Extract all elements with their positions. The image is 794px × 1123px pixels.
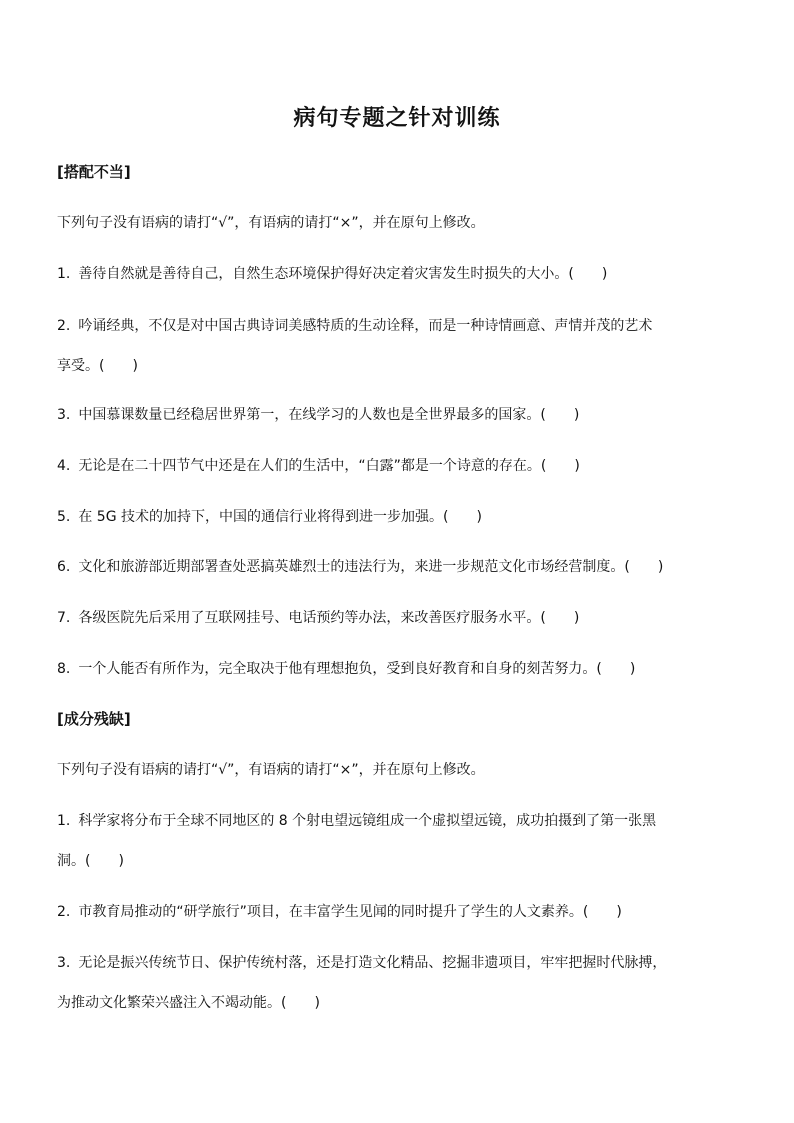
question-text: 吟诵经典，不仅是对中国古典诗词美感特质的生动诠释，而是一种诗情画意、声情并茂的艺术 <box>78 318 653 334</box>
section-heading-collocation: [搭配不当] <box>57 163 131 181</box>
question-text: 一个人能否有所作为，完全取决于他有理想抱负，受到良好教育和自身的刻苦努力。( ) <box>78 661 636 677</box>
question-item <box>57 456 747 476</box>
question-item <box>57 557 747 577</box>
question-text-continuation: 洞。( ) <box>57 853 124 869</box>
section-heading-missing-component: [成分残缺] <box>57 710 131 728</box>
question-item <box>57 902 747 922</box>
question-item <box>57 507 747 527</box>
question-number: 1. <box>57 266 71 282</box>
section-instruction: 下列句子没有语病的请打“√”，有语病的请打“×”，并在原句上修改。 <box>57 215 485 231</box>
question-text: 善待自然就是善待自己，自然生态环境保护得好决定着灾害发生时损失的大小。( ) <box>78 266 608 282</box>
question-text: 无论是振兴传统节日、保护传统村落，还是打造文化精品、挖掘非遗项目，牢牢把握时代脉搏， <box>78 955 667 971</box>
section-instruction: 下列句子没有语病的请打“√”，有语病的请打“×”，并在原句上修改。 <box>57 762 485 778</box>
question-number: 5. <box>57 509 71 525</box>
question-text-continuation: 为推动文化繁荣兴盛注入不竭动能。( ) <box>57 995 320 1011</box>
question-text: 市教育局推动的“研学旅行”项目，在丰富学生见闻的同时提升了学生的人文素养。( ) <box>78 904 622 920</box>
question-number: 3. <box>57 407 71 423</box>
question-item <box>57 316 747 336</box>
question-text: 无论是在二十四节气中还是在人们的生活中，“白露”都是一个诗意的存在。( ) <box>78 458 580 474</box>
question-number: 3. <box>57 955 71 971</box>
question-text: 文化和旅游部近期部署查处恶搞英雄烈士的违法行为，来进一步规范文化市场经营制度。( ) <box>78 559 664 575</box>
page-title: 病句专题之针对训练 <box>293 106 501 131</box>
question-text: 各级医院先后采用了互联网挂号、电话预约等办法，来改善医疗服务水平。( ) <box>78 610 580 626</box>
question-item <box>57 659 747 679</box>
question-item <box>57 405 747 425</box>
question-number: 2. <box>57 318 71 334</box>
question-text: 在 5G 技术的加持下，中国的通信行业将得到进一步加强。( ) <box>78 509 482 525</box>
question-text: 科学家将分布于全球不同地区的 8 个射电望远镜组成一个虚拟望远镜，成功拍摄到了第一张黑 <box>78 813 657 829</box>
question-item <box>57 953 747 973</box>
question-item <box>57 264 747 284</box>
question-text-continuation: 享受。( ) <box>57 358 138 374</box>
question-item <box>57 811 747 831</box>
question-number: 2. <box>57 904 71 920</box>
question-number: 4. <box>57 458 71 474</box>
question-text: 中国慕课数量已经稳居世界第一，在线学习的人数也是全世界最多的国家。( ) <box>78 407 580 423</box>
question-number: 1. <box>57 813 71 829</box>
question-item <box>57 608 747 628</box>
question-number: 6. <box>57 559 71 575</box>
question-number: 8. <box>57 661 71 677</box>
question-number: 7. <box>57 610 71 626</box>
